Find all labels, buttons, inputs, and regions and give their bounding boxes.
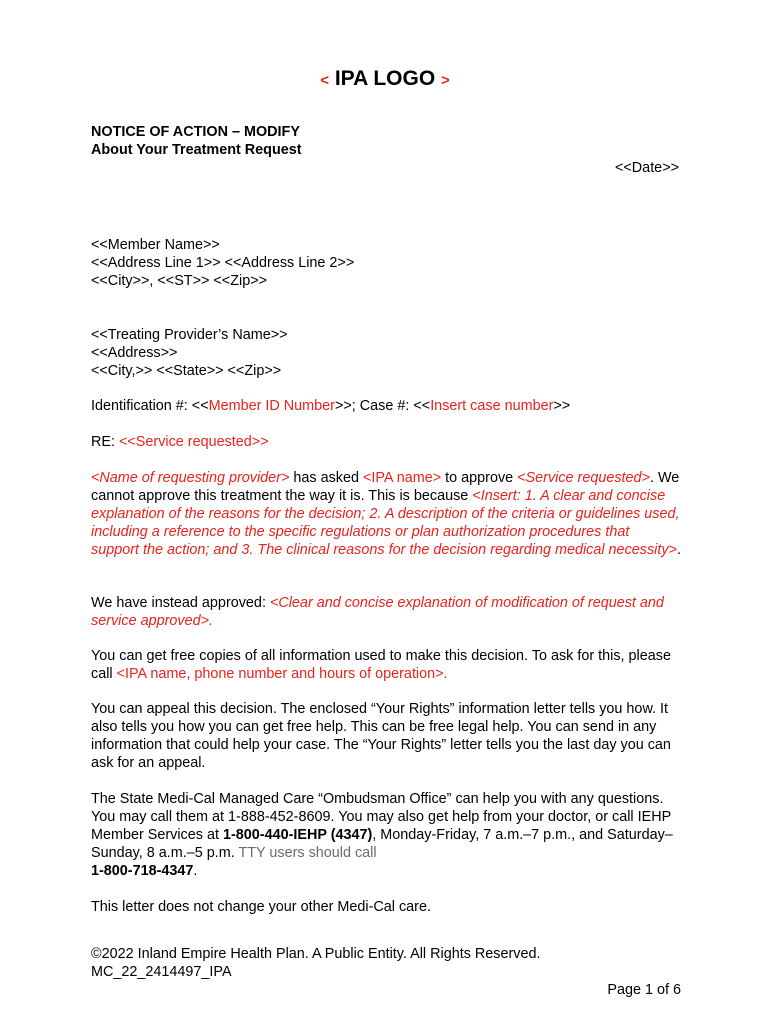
id-suffix: >>: [553, 398, 571, 414]
approved-paragraph: [91, 594, 681, 630]
text-segment: You can get free copies of all information used to make this decision. To ask for this, please call: [91, 648, 671, 682]
requesting-provider-placeholder: <Name of requesting provider>: [91, 470, 290, 486]
text-segment: .: [193, 863, 198, 879]
text-segment: . We cannot approve this treatment the way it is. This is because: [91, 470, 680, 504]
text-segment: , Monday-Friday, 7 a.m.–7 p.m., and Saturday–Sunday, 8 a.m.–5 p.m.: [91, 827, 673, 861]
tty-text: TTY users should call: [238, 845, 377, 861]
member-name: <<Member Name>>: [91, 237, 220, 253]
reasons-placeholder: <Insert: 1. A clear and concise explanation of the reasons for the decision; 2. A description of the criteria or guidelines used, including a reference to the specific regulations or plan authorization procedures that support the action; and 3. The clinical reasons for the decision regarding medical necessity>: [91, 488, 680, 558]
ipa-name-placeholder: <IPA name>: [363, 470, 442, 486]
logo-open-bracket: <: [320, 72, 329, 89]
member-city: <<City>>, <<ST>> <<Zip>>: [91, 273, 268, 289]
notice-subtitle: About Your Treatment Request: [91, 142, 302, 158]
case-number-placeholder: Insert case number: [430, 398, 554, 414]
service-requested-placeholder: <<Service requested>>: [119, 434, 269, 450]
modification-placeholder: <Clear and concise explanation of modification of request and service approved>.: [91, 595, 664, 629]
decision-paragraph: [91, 469, 681, 559]
logo-close-bracket: >: [441, 72, 450, 89]
footer-page-number: Page 1 of 6: [607, 982, 681, 998]
re-line: [91, 433, 681, 451]
iehp-phone: 1-800-440-IEHP (4347): [222, 827, 373, 843]
appeal-paragraph: You can appeal this decision. The enclosed “Your Rights” information letter tells you how. It also tells you how you can get free help. This can be free legal help. You can send in any information that could help your case. The “Your Rights” letter tells you the last day you can ask for an appeal.: [91, 701, 671, 771]
text-segment: We have instead approved:: [91, 595, 270, 611]
provider-address-block: [91, 326, 681, 380]
identification-line: [91, 397, 681, 415]
letter-date: <<Date>>: [614, 160, 679, 176]
case-label: >>; Case #: <<: [334, 398, 431, 414]
ipa-contact-placeholder: <IPA name, phone number and hours of operation>.: [116, 666, 448, 682]
footer-copyright: ©2022 Inland Empire Health Plan. A Public Entity. All Rights Reserved. MC_22_2414497_IPA: [91, 946, 541, 980]
text-segment: The State Medi-Cal Managed Care “Ombudsman Office” can help you with any questions. You may call them at 1-888-452-8609. You may also get help from your doctor, or call IEHP Member Services at: [91, 791, 671, 843]
medi-cal-paragraph: This letter does not change your other Medi-Cal care.: [91, 899, 431, 915]
provider-city: <<City,>> <<State>> <<Zip>>: [91, 363, 282, 379]
ombudsman-paragraph: [91, 790, 681, 880]
text-segment: to approve: [441, 470, 518, 486]
member-address: <<Address Line 1>> <<Address Line 2>>: [91, 255, 355, 271]
page-footer: [91, 945, 681, 999]
logo-text: IPA LOGO: [334, 67, 436, 90]
member-address-block: [91, 236, 681, 290]
text-segment: has asked: [289, 470, 363, 486]
text-segment: .: [676, 542, 681, 558]
service-placeholder: <Service requested>: [517, 470, 650, 486]
provider-name: <<Treating Provider’s Name>>: [91, 327, 288, 343]
member-id-placeholder: Member ID Number: [208, 398, 335, 414]
ipa-logo-placeholder: [0, 66, 770, 94]
free-copies-paragraph: [91, 647, 681, 683]
notice-title-block: [91, 123, 302, 159]
re-label: RE:: [91, 434, 119, 450]
tty-phone: 1-800-718-4347: [91, 863, 194, 879]
provider-address: <<Address>>: [91, 345, 178, 361]
id-prefix: Identification #: <<: [91, 398, 209, 414]
notice-title: NOTICE OF ACTION – MODIFY: [91, 124, 300, 140]
